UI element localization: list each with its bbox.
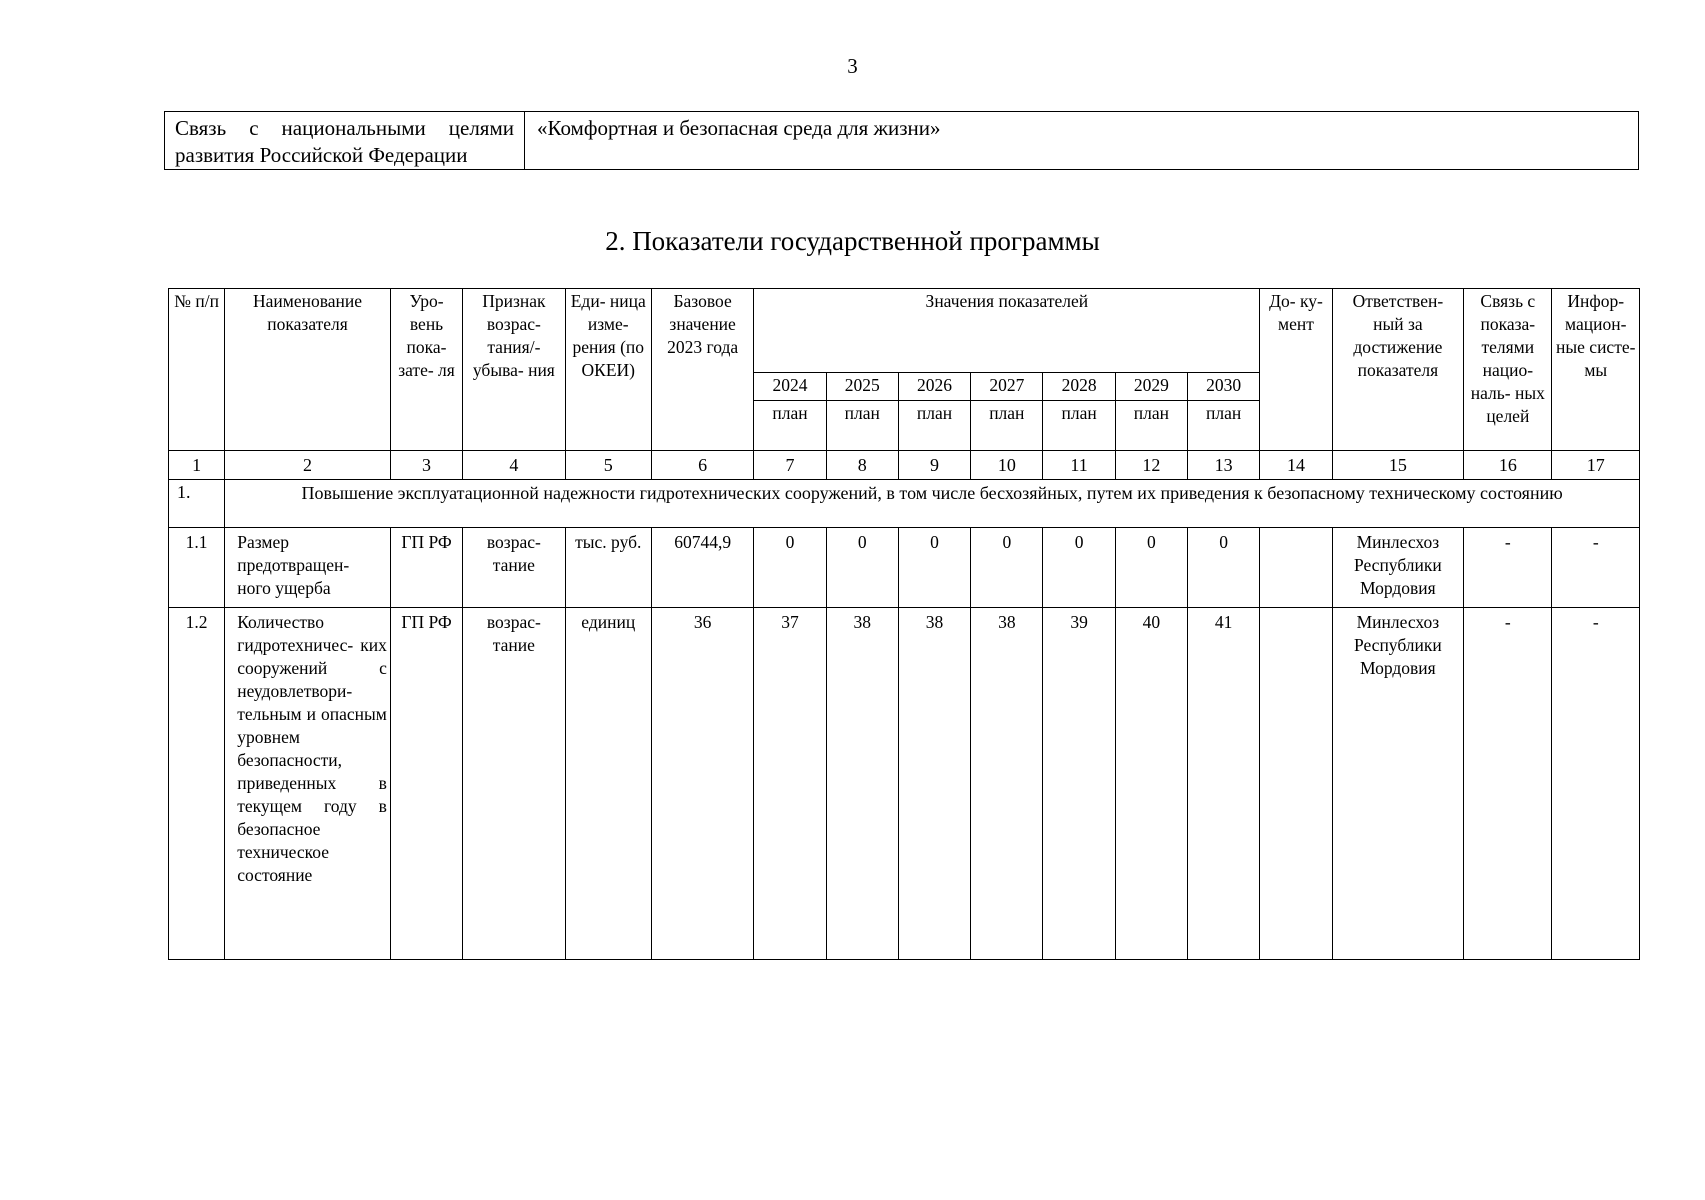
- column-number: 14: [1260, 451, 1332, 480]
- row-value: 0: [754, 528, 826, 608]
- row-no: 1.2: [169, 608, 225, 960]
- header-document: До- ку- мент: [1260, 289, 1332, 451]
- column-number: 8: [826, 451, 898, 480]
- column-numbers-row: [169, 451, 1640, 480]
- section-row: [169, 480, 1640, 528]
- header-sign: Признак возрас- тания/- убыва- ния: [463, 289, 565, 451]
- row-unit: тыс. руб.: [565, 528, 651, 608]
- row-value: 0: [826, 528, 898, 608]
- row-value: 38: [971, 608, 1043, 960]
- plan-cell: план: [1043, 401, 1115, 451]
- column-number: 3: [390, 451, 462, 480]
- column-number: 2: [225, 451, 391, 480]
- plan-cell: план: [971, 401, 1043, 451]
- row-unit: единиц: [565, 608, 651, 960]
- plan-cell: план: [826, 401, 898, 451]
- column-number: 15: [1332, 451, 1464, 480]
- page-number: 3: [847, 54, 858, 78]
- header-link-national: Связь с показа- телями нацио- наль- ных целей: [1464, 289, 1552, 451]
- column-number: 1: [169, 451, 225, 480]
- row-value: 38: [898, 608, 970, 960]
- column-number: 4: [463, 451, 565, 480]
- row-level: ГП РФ: [390, 608, 462, 960]
- row-value: 0: [1115, 528, 1187, 608]
- table-row: [169, 608, 1640, 960]
- row-value: 0: [971, 528, 1043, 608]
- row-level: ГП РФ: [390, 528, 462, 608]
- row-link-national: -: [1464, 528, 1552, 608]
- table-row: [169, 528, 1640, 608]
- column-number: 10: [971, 451, 1043, 480]
- row-base: 36: [651, 608, 753, 960]
- column-number: 11: [1043, 451, 1115, 480]
- header-unit: Еди- ница изме- рения (по ОКЕИ): [565, 289, 651, 451]
- row-value: 39: [1043, 608, 1115, 960]
- column-number: 12: [1115, 451, 1187, 480]
- row-info-systems: -: [1552, 608, 1640, 960]
- header-no: № п/п: [169, 289, 225, 451]
- row-sign: возрас- тание: [463, 528, 565, 608]
- column-number: 5: [565, 451, 651, 480]
- row-value: 0: [1188, 528, 1260, 608]
- row-name: Количество гидротехничес- ких сооружений с неудовлетвори- тельным и опасным уровнем безопасности, приведенных в текущем году в безопасное техническое состояние: [225, 608, 391, 960]
- row-document: [1260, 528, 1332, 608]
- plan-cell: план: [754, 401, 826, 451]
- plan-cell: план: [1188, 401, 1260, 451]
- indicators-table: [168, 288, 1640, 960]
- row-value: 38: [826, 608, 898, 960]
- section-no: 1.: [169, 480, 225, 528]
- header-values: Значения показателей: [754, 289, 1260, 373]
- column-number: 17: [1552, 451, 1640, 480]
- year-cell: 2025: [826, 373, 898, 401]
- national-goals-link-table: [164, 111, 1639, 170]
- row-value: 37: [754, 608, 826, 960]
- year-cell: 2027: [971, 373, 1043, 401]
- header-name: Наименование показателя: [225, 289, 391, 451]
- year-cell: 2024: [754, 373, 826, 401]
- row-base: 60744,9: [651, 528, 753, 608]
- row-no: 1.1: [169, 528, 225, 608]
- row-name: Размер предотвращен- ного ущерба: [225, 528, 391, 608]
- plan-cell: план: [898, 401, 970, 451]
- year-cell: 2030: [1188, 373, 1260, 401]
- column-number: 9: [898, 451, 970, 480]
- year-cell: 2028: [1043, 373, 1115, 401]
- header-responsible: Ответствен- ный за достижение показателя: [1332, 289, 1464, 451]
- row-value: 41: [1188, 608, 1260, 960]
- row-document: [1260, 608, 1332, 960]
- row-info-systems: -: [1552, 528, 1640, 608]
- header-info-systems: Инфор- мацион- ные систе- мы: [1552, 289, 1640, 451]
- header-level: Уро- вень пока- зате- ля: [390, 289, 462, 451]
- row-responsible: Минлесхоз Республики Мордовия: [1332, 608, 1464, 960]
- section-title-cell: Повышение эксплуатационной надежности гидротехнических сооружений, в том числе бесхозяйных, путем их приведения к безопасному техническому состоянию: [225, 480, 1640, 528]
- column-number: 6: [651, 451, 753, 480]
- row-value: 0: [1043, 528, 1115, 608]
- year-cell: 2029: [1115, 373, 1187, 401]
- column-number: 13: [1188, 451, 1260, 480]
- row-responsible: Минлесхоз Республики Мордовия: [1332, 528, 1464, 608]
- national-goals-label: Связь с национальными целями развития Российской Федерации: [165, 112, 525, 170]
- row-value: 40: [1115, 608, 1187, 960]
- row-value: 0: [898, 528, 970, 608]
- column-number: 7: [754, 451, 826, 480]
- column-number: 16: [1464, 451, 1552, 480]
- row-link-national: -: [1464, 608, 1552, 960]
- plan-cell: план: [1115, 401, 1187, 451]
- year-cell: 2026: [898, 373, 970, 401]
- national-goals-value: «Комфортная и безопасная среда для жизни»: [525, 112, 1639, 170]
- header-base: Базовое значение 2023 года: [651, 289, 753, 451]
- row-sign: возрас- тание: [463, 608, 565, 960]
- section-title: 2. Показатели государственной программы: [605, 226, 1100, 256]
